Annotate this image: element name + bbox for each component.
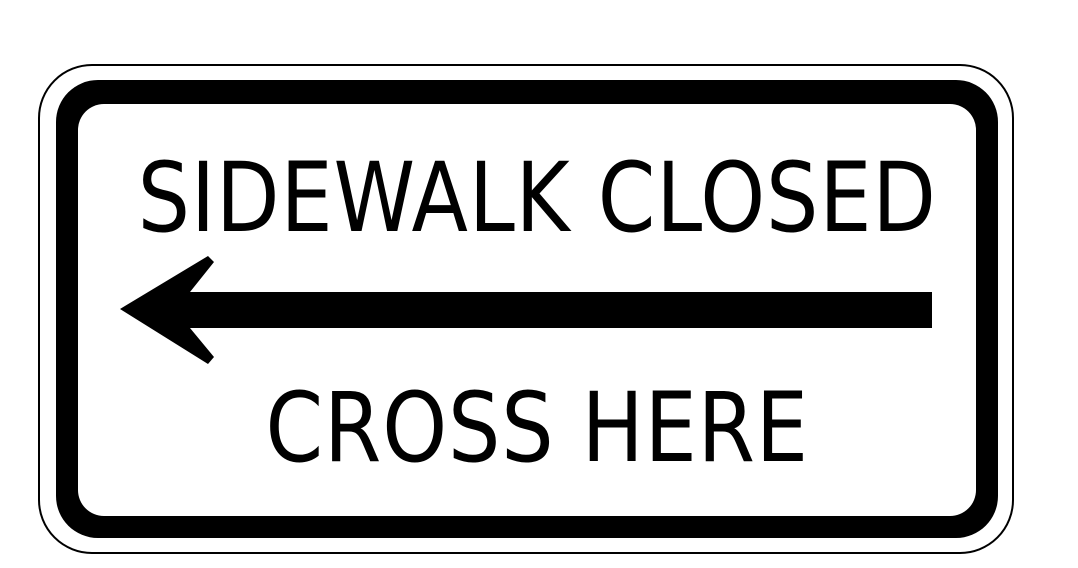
sign-legend-sidewalk-closed: SIDEWALK CLOSED: [137, 142, 937, 254]
sign-legend-cross-here: CROSS HERE: [265, 372, 809, 484]
